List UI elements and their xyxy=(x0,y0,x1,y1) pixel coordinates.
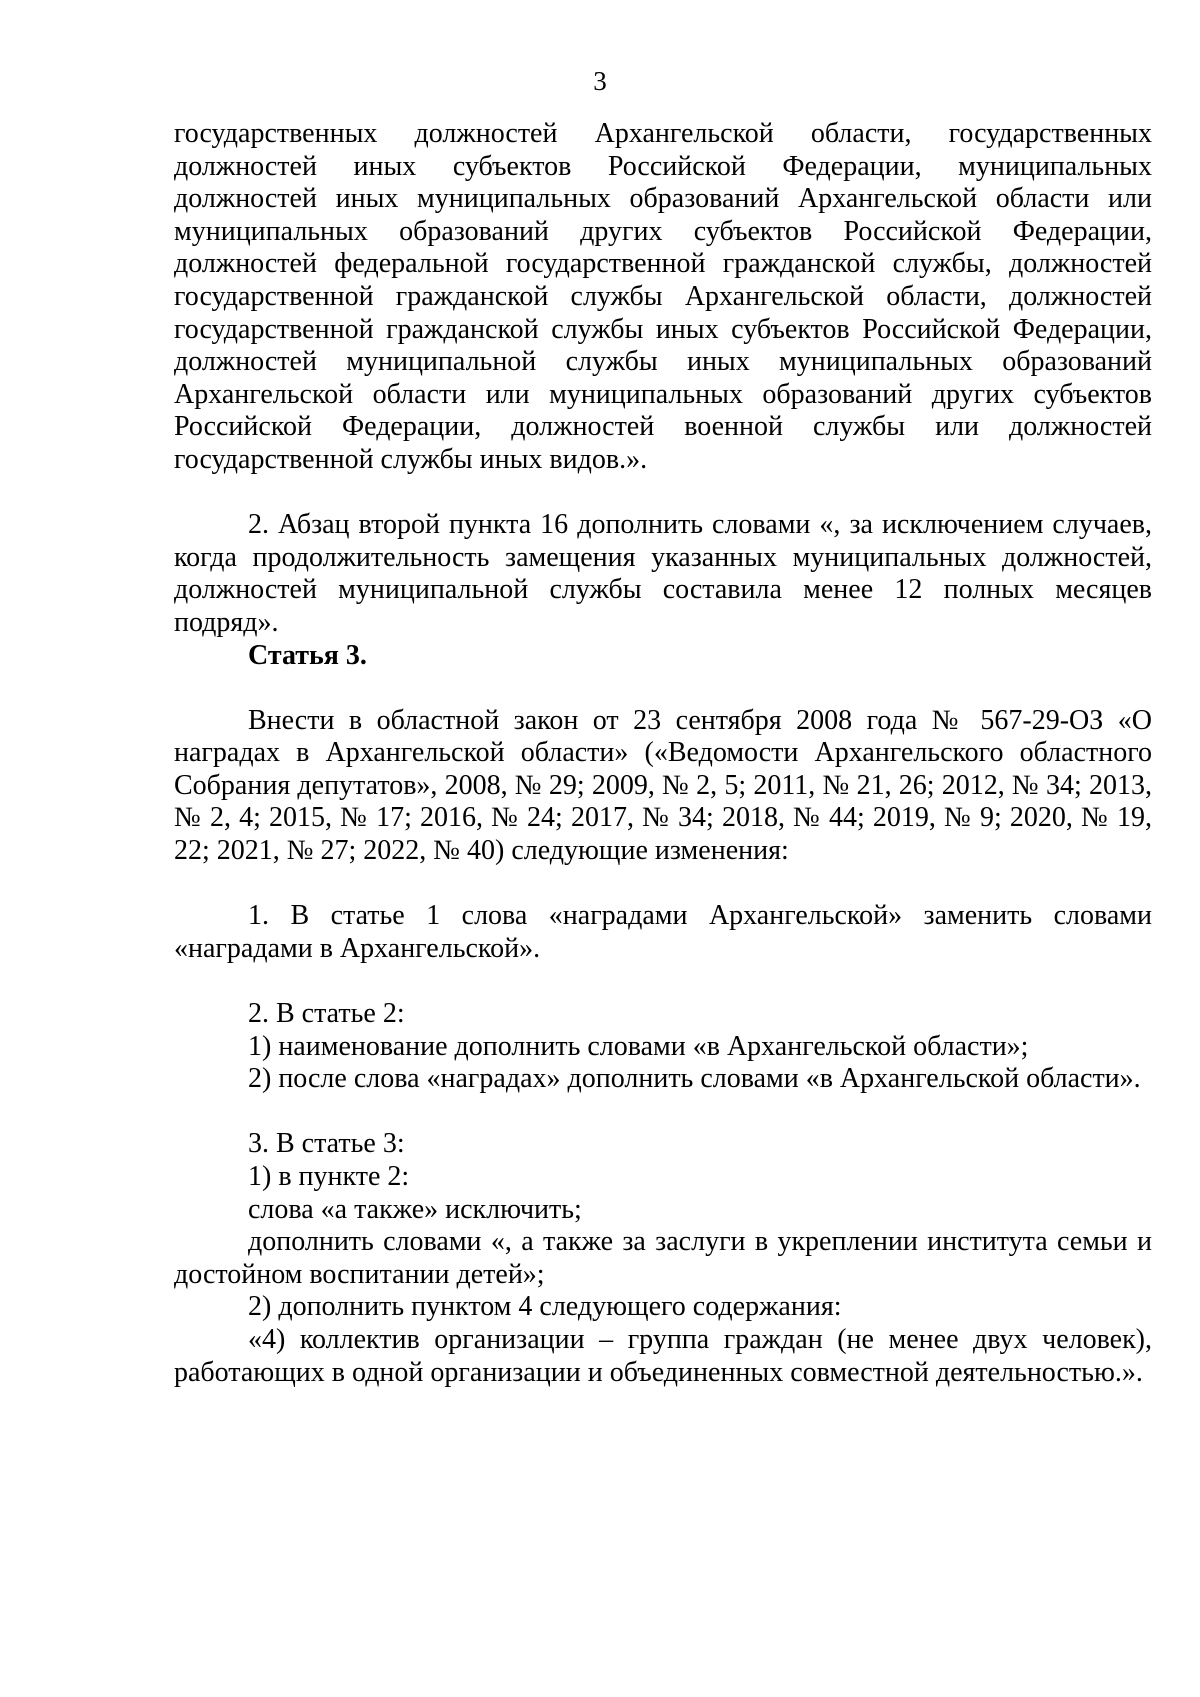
article-heading: Статья 3. xyxy=(248,639,367,671)
paragraph-law-amendment-intro: Внести в областной закон от 23 сентября 2008 года № 567-29-ОЗ «О наградах в Архангельской области» («Ведомости Архангельского областного Собрания депутатов», 2008, № 29; 2009, № 2, 5; 2011, № 21, 26; 2012, № 34; 2013, № 2, 4; 2015, № 17; 2016, № 24; 2017, № 34; 2018, № 44; 2019, № 9; 2020, № 19, 22; 2021, № 27; 2022, № 40) следующие изменения: xyxy=(174,704,1152,867)
paragraph-item-2: 2. В статье 2: xyxy=(248,998,405,1030)
paragraph-item-3-sub-1a: слова «а также» исключить; xyxy=(248,1193,582,1225)
paragraph-item-2-sub-1: 1) наименование дополнить словами «в Архангельской области»; xyxy=(248,1030,1029,1062)
paragraph-item-3-sub-1b: дополнить словами «, а также за заслуги в укреплении института семьи и достойном воспитании детей»; xyxy=(174,1226,1152,1290)
paragraph-item-3-sub-2-text: «4) коллектив организации – группа граждан (не менее двух человек), работающих в одной организации и объединенных совместной деятельностью.». xyxy=(174,1323,1152,1388)
paragraph-item-3-sub-2: 2) дополнить пунктом 4 следующего содержания: xyxy=(248,1291,842,1323)
paragraph-positions-list: государственных должностей Архангельской области, государственных должностей иных субъектов Российской Федерации, муниципальных должностей иных муниципальных образований Архангельской области или муниципальных образований других субъектов Российской Федерации, должностей федеральной государственной гражданской службы, должностей государственной гражданской службы Архангельской области, должностей государственной гражданской службы иных субъектов Российской Федерации, должностей муниципальной службы иных муниципальных образований Архангельской области или муниципальных образований других субъектов Российской Федерации, должностей военной службы или должностей государственной службы иных видов.». xyxy=(174,118,1152,475)
document-body xyxy=(174,118,1152,1389)
paragraph-item-2-sub-2: 2) после слова «наградах» дополнить словами «в Архангельской области». xyxy=(248,1063,1141,1095)
paragraph-amendment-2: 2. Абзац второй пункта 16 дополнить словами «, за исключением случаев, когда продолжительность замещения указанных муниципальных должностей, должностей муниципальной службы составила менее 12 полных месяцев подряд». xyxy=(174,509,1152,638)
page-number: 3 xyxy=(593,66,607,96)
paragraph-item-3-sub-1: 1) в пункте 2: xyxy=(248,1161,410,1192)
paragraph-item-3: 3. В статье 3: xyxy=(248,1128,405,1160)
paragraph-item-1: 1. В статье 1 слова «наградами Архангельской» заменить словами «наградами в Архангельской». xyxy=(174,900,1152,964)
